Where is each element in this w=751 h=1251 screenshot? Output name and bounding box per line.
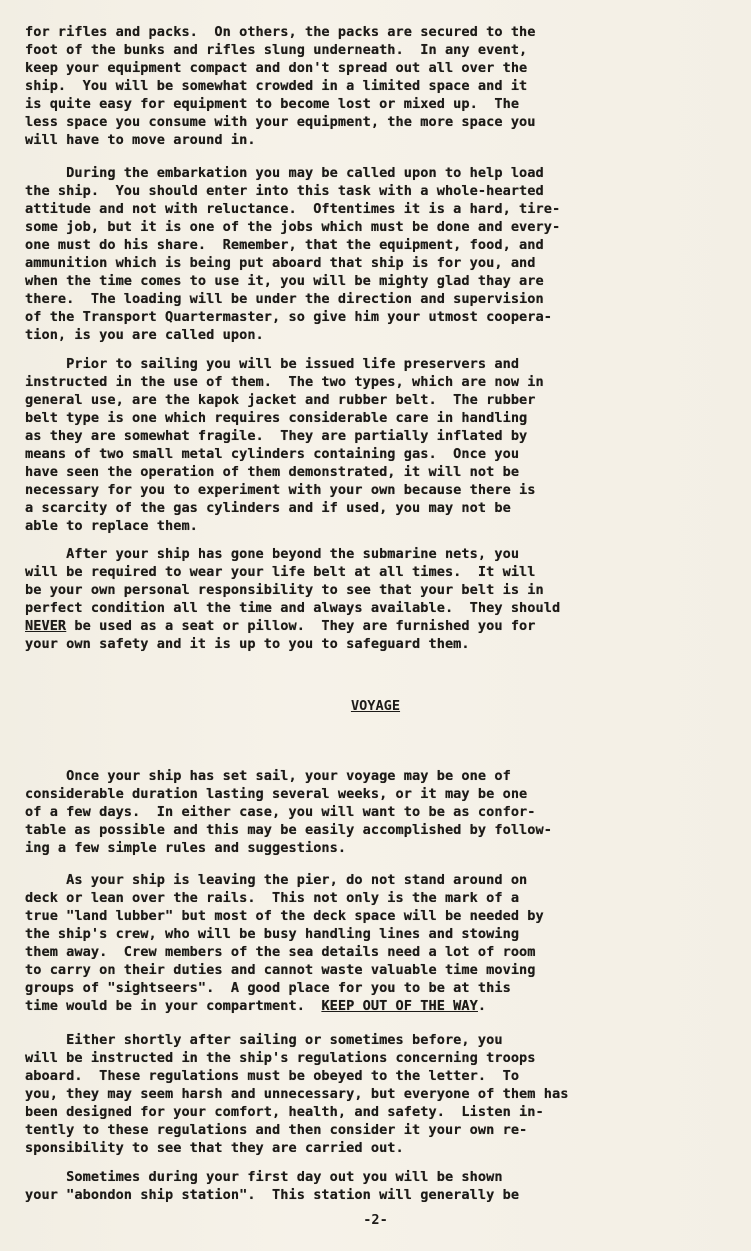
paragraph-6-last-line-start: time would be in your compartment. bbox=[25, 998, 322, 1014]
paragraph-1-line: is quite easy for equipment to become lost or mixed up. The bbox=[25, 96, 520, 112]
paragraph-7-line: aboard. These regulations must be obeyed to the letter. To bbox=[25, 1068, 520, 1084]
paragraph-7-line: tently to these regulations and then consider it your own re- bbox=[25, 1122, 528, 1138]
paragraph-4-line: will be required to wear your life belt at all times. It will bbox=[25, 564, 536, 580]
paragraph-8-line: your "abondon ship station". This station will generally be bbox=[25, 1187, 520, 1203]
paragraph-3-line: a scarcity of the gas cylinders and if used, you may not be bbox=[25, 500, 511, 516]
paragraph-2-line: tion, is you are called upon. bbox=[25, 327, 264, 343]
paragraph-7-line: you, they may seem harsh and unnecessary, but everyone of them has bbox=[25, 1086, 569, 1102]
paragraph-6-line: them away. Crew members of the sea details need a lot of room bbox=[25, 944, 536, 960]
paragraph-5-line: table as possible and this may be easily accomplished by follow- bbox=[25, 822, 552, 838]
paragraph-7-line: Either shortly after sailing or sometimes before, you bbox=[25, 1032, 503, 1048]
paragraph-3-line: instructed in the use of them. The two types, which are now in bbox=[25, 374, 544, 390]
never-emphasis: NEVER bbox=[25, 618, 67, 634]
paragraph-4-line bbox=[25, 617, 536, 635]
paragraph-3-line: Prior to sailing you will be issued life preservers and bbox=[25, 356, 520, 372]
paragraph-2-line: some job, but it is one of the jobs which must be done and every- bbox=[25, 219, 561, 235]
paragraph-2-line: there. The loading will be under the direction and supervision bbox=[25, 291, 544, 307]
paragraph-6-line: As your ship is leaving the pier, do not stand around on bbox=[25, 872, 528, 888]
paragraph-4-line: be your own personal responsibility to see that your belt is in bbox=[25, 582, 544, 598]
paragraph-2-line: one must do his share. Remember, that the equipment, food, and bbox=[25, 237, 544, 253]
paragraph-7-line: sponsibility to see that they are carried out. bbox=[25, 1140, 404, 1156]
paragraph-2-line: when the time comes to use it, you will be mighty glad thay are bbox=[25, 273, 544, 289]
paragraph-1-line: keep your equipment compact and don't spread out all over the bbox=[25, 60, 528, 76]
paragraph-6-line: true "land lubber" but most of the deck space will be needed by bbox=[25, 908, 544, 924]
paragraph-6-last-line-end: . bbox=[477, 998, 487, 1014]
paragraph-2-line: During the embarkation you may be called upon to help load bbox=[25, 165, 544, 181]
paragraph-3-line: means of two small metal cylinders containing gas. Once you bbox=[25, 446, 520, 462]
paragraph-5-line: of a few days. In either case, you will want to be as confor- bbox=[25, 804, 536, 820]
paragraph-2-line: ammunition which is being put aboard that ship is for you, and bbox=[25, 255, 536, 271]
paragraph-8-line: Sometimes during your first day out you will be shown bbox=[25, 1169, 503, 1185]
paragraph-6-line bbox=[25, 997, 486, 1015]
paragraph-4-line-rest: be used as a seat or pillow. They are furnished you for bbox=[66, 618, 536, 634]
paragraph-3-line: able to replace them. bbox=[25, 518, 198, 534]
paragraph-1-line: ship. You will be somewhat crowded in a limited space and it bbox=[25, 78, 528, 94]
paragraph-5-line: considerable duration lasting several weeks, or it may be one bbox=[25, 786, 528, 802]
paragraph-2-line: the ship. You should enter into this task with a whole-hearted bbox=[25, 183, 544, 199]
paragraph-5-line: Once your ship has set sail, your voyage may be one of bbox=[25, 768, 511, 784]
paragraph-1-line: for rifles and packs. On others, the packs are secured to the bbox=[25, 24, 536, 40]
page-number: -2- bbox=[363, 1212, 388, 1228]
paragraph-4-line: After your ship has gone beyond the submarine nets, you bbox=[25, 546, 520, 562]
paragraph-4-line: perfect condition all the time and always available. They should bbox=[25, 600, 561, 616]
paragraph-7-line: been designed for your comfort, health, and safety. Listen in- bbox=[25, 1104, 544, 1120]
paragraph-6-line: the ship's crew, who will be busy handling lines and stowing bbox=[25, 926, 520, 942]
section-heading-voyage: VOYAGE bbox=[350, 698, 401, 714]
paragraph-3-line: as they are somewhat fragile. They are partially inflated by bbox=[25, 428, 528, 444]
paragraph-6-line: groups of "sightseers". A good place for you to be at this bbox=[25, 980, 511, 996]
paragraph-1-line: less space you consume with your equipment, the more space you bbox=[25, 114, 536, 130]
keep-out-of-the-way-emphasis: KEEP OUT OF THE WAY bbox=[321, 998, 478, 1014]
paragraph-3-line: have seen the operation of them demonstrated, it will not be bbox=[25, 464, 520, 480]
paragraph-3-line: belt type is one which requires considerable care in handling bbox=[25, 410, 528, 426]
paragraph-1-line: will have to move around in. bbox=[25, 132, 256, 148]
paragraph-7-line: will be instructed in the ship's regulations concerning troops bbox=[25, 1050, 536, 1066]
paragraph-4-line: your own safety and it is up to you to safeguard them. bbox=[25, 636, 470, 652]
paragraph-5-line: ing a few simple rules and suggestions. bbox=[25, 840, 347, 856]
paragraph-6-line: to carry on their duties and cannot waste valuable time moving bbox=[25, 962, 536, 978]
paragraph-2-line: of the Transport Quartermaster, so give him your utmost coopera- bbox=[25, 309, 552, 325]
paragraph-6-line: deck or lean over the rails. This not only is the mark of a bbox=[25, 890, 520, 906]
paragraph-2-line: attitude and not with reluctance. Oftentimes it is a hard, tire- bbox=[25, 201, 561, 217]
paragraph-3-line: necessary for you to experiment with your own because there is bbox=[25, 482, 536, 498]
paragraph-1-line: foot of the bunks and rifles slung underneath. In any event, bbox=[25, 42, 528, 58]
paragraph-3-line: general use, are the kapok jacket and rubber belt. The rubber bbox=[25, 392, 536, 408]
